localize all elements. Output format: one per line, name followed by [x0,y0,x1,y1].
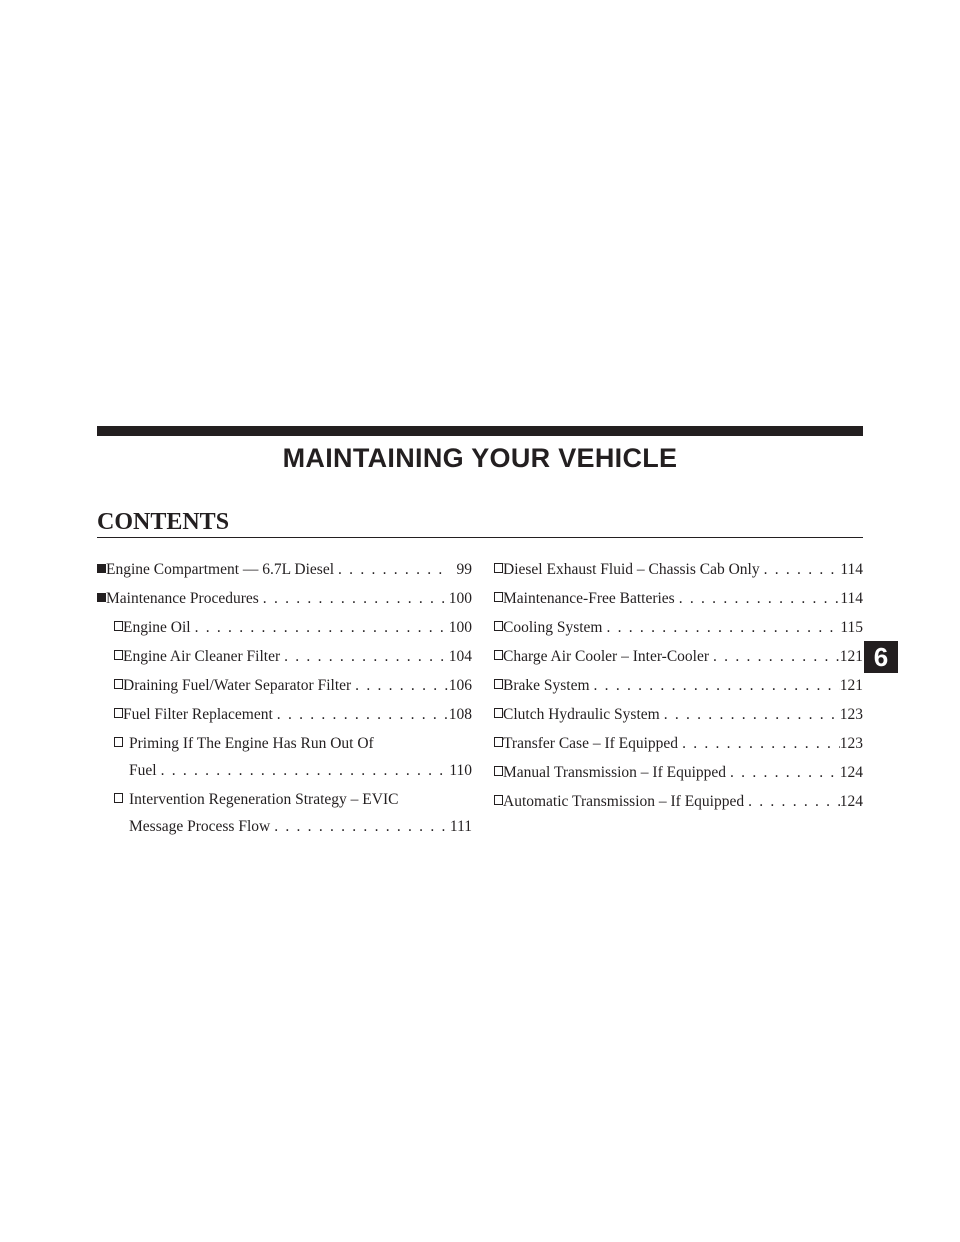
toc-page-number: 100 [448,590,472,607]
open-square-bullet-icon [494,730,503,757]
toc-entry[interactable] [97,585,472,612]
dot-leader [191,614,449,641]
toc-page-number: 108 [448,706,472,723]
open-square-bullet-icon [114,701,123,728]
toc-entry-title: Fuel [129,762,157,779]
toc-entry-title: Engine Compartment — 6.7L Diesel [106,561,335,578]
dot-leader [602,614,840,641]
open-square-bullet-icon [494,614,503,641]
toc-entry-title: Fuel Filter Replacement [123,706,273,723]
toc-entry[interactable] [97,643,472,670]
toc-page-number: 100 [448,619,472,636]
dot-leader [273,701,449,728]
dot-leader [709,643,840,670]
toc-page-number: 123 [839,735,863,752]
dot-leader [678,730,840,757]
open-square-bullet-icon [114,730,129,757]
toc-entry[interactable] [97,701,472,728]
toc-right-column [494,556,863,815]
toc-page-number: 110 [449,762,472,779]
toc-entry-title: Maintenance Procedures [106,590,259,607]
toc-entry-title: Manual Transmission – If Equipped [503,764,727,781]
dot-leader [726,759,840,786]
toc-entry-title: Diesel Exhaust Fluid – Chassis Cab Only [503,561,760,578]
open-square-bullet-icon [114,672,123,699]
toc-entry[interactable] [494,585,863,612]
dot-leader [660,701,840,728]
contents-divider [97,537,863,538]
toc-entry-title: Brake System [503,677,590,694]
dot-leader [280,643,449,670]
toc-entry[interactable] [494,614,863,641]
toc-page-number: 111 [449,818,472,835]
toc-page-number: 121 [839,648,863,665]
toc-left-column [97,556,472,840]
dot-leader [334,556,450,583]
open-square-bullet-icon [494,556,503,583]
dot-leader [259,585,449,612]
toc-entry[interactable] [97,556,472,583]
open-square-bullet-icon [494,585,503,612]
toc-entry[interactable] [494,701,863,728]
toc-entry[interactable] [494,672,863,699]
toc-entry-title: Engine Oil [123,619,191,636]
toc-entry[interactable] [494,643,863,670]
dot-leader [351,672,449,699]
open-square-bullet-icon [494,643,503,670]
toc-page-number: 121 [839,677,863,694]
open-square-bullet-icon [494,672,503,699]
toc-entry[interactable] [494,788,863,815]
chapter-tab[interactable]: 6 [864,641,898,673]
toc-page-number: 114 [840,590,863,607]
toc-entry-title: Clutch Hydraulic System [503,706,660,723]
toc-entry-title: Automatic Transmission – If Equipped [503,793,745,810]
toc-page-number: 99 [456,561,472,578]
chapter-title: MAINTAINING YOUR VEHICLE [282,443,678,473]
toc-page-number: 114 [840,561,863,578]
open-square-bullet-icon [494,701,503,728]
toc-entry-title: Engine Air Cleaner Filter [123,648,281,665]
open-square-bullet-icon [114,614,123,641]
chapter-top-rule [97,426,863,436]
dot-leader [744,788,840,815]
toc-page-number: 104 [448,648,472,665]
toc-entry-title: Transfer Case – If Equipped [503,735,679,752]
toc-entry-title: Charge Air Cooler – Inter-Cooler [503,648,710,665]
toc-page-number: 115 [840,619,863,636]
toc-entry-title: Priming If The Engine Has Run Out Of [129,735,374,752]
toc-entry[interactable] [494,730,863,757]
toc-entry-title: Intervention Regeneration Strategy – EVIC [129,791,399,808]
dot-leader [270,813,450,840]
toc-entry[interactable] [97,614,472,641]
toc-entry[interactable] [97,672,472,699]
toc-entry[interactable] [494,759,863,786]
toc-entry-title: Draining Fuel/Water Separator Filter [123,677,352,694]
toc-page-number: 106 [448,677,472,694]
open-square-bullet-icon [494,788,503,815]
contents-heading: CONTENTS [97,509,230,535]
open-square-bullet-icon [114,786,129,813]
filled-square-bullet-icon [97,556,106,583]
toc-entry[interactable] [494,556,863,583]
open-square-bullet-icon [114,643,123,670]
open-square-bullet-icon [494,759,503,786]
filled-square-bullet-icon [97,585,106,612]
toc-entry[interactable] [97,786,472,840]
dot-leader [760,556,841,583]
dot-leader [675,585,841,612]
toc-entry-title: Cooling System [503,619,603,636]
toc-page-number: 124 [839,764,863,781]
toc-entry-title: Message Process Flow [129,818,271,835]
dot-leader [590,672,840,699]
toc-page-number: 123 [839,706,863,723]
toc-page-number: 124 [839,793,863,810]
toc-entry-title: Maintenance-Free Batteries [503,590,675,607]
toc-entry[interactable] [97,730,472,784]
dot-leader [157,757,450,784]
